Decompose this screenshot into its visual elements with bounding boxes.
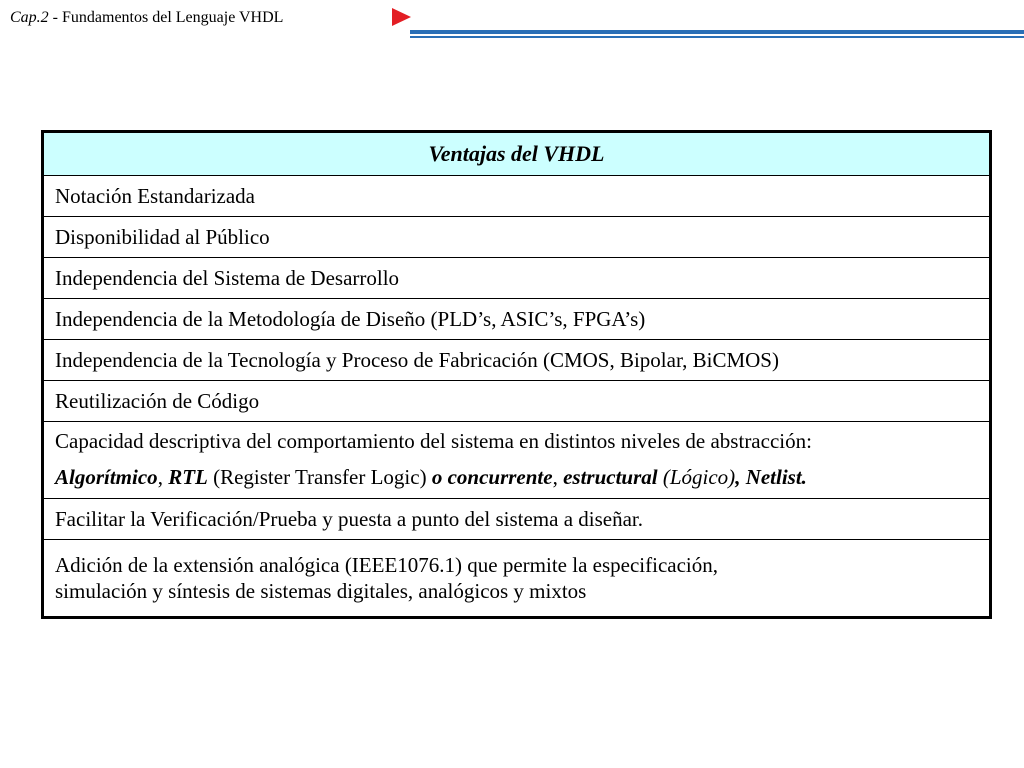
- abstraction-algoritmico: Algorítmico: [55, 465, 158, 489]
- slide-header: [10, 9, 283, 27]
- table-row: [43, 422, 991, 499]
- rtl-description: (Register Transfer Logic): [207, 465, 432, 489]
- chapter-label: Cap.2: [10, 9, 49, 26]
- separator-text: ,: [157, 465, 169, 489]
- header-rule-thin: [410, 36, 1024, 38]
- table-cell: Independencia del Sistema de Desarrollo: [43, 258, 991, 299]
- table-cell-capacity: [43, 422, 991, 499]
- capacity-line2: [55, 464, 978, 490]
- table-cell: Reutilización de Código: [43, 381, 991, 422]
- abstraction-estructural: estructural: [563, 465, 658, 489]
- table-title: Ventajas del VHDL: [43, 132, 991, 176]
- table-cell: Independencia de la Metodología de Diseño (PLD’s, ASIC’s, FPGA’s): [43, 299, 991, 340]
- capacity-line1: Capacidad descriptiva del comportamiento del sistema en distintos niveles de abstracción:: [55, 428, 812, 453]
- abstraction-netlist: , Netlist.: [735, 465, 807, 489]
- table-cell-analogica: [43, 540, 991, 618]
- abstraction-rtl: RTL: [168, 465, 208, 489]
- abstraction-concurrente: o concurrente: [431, 465, 553, 489]
- table-cell: Notación Estandarizada: [43, 176, 991, 217]
- table-cell: Facilitar la Verificación/Prueba y puesta a punto del sistema a diseñar.: [43, 499, 991, 540]
- analogica-line2: simulación y síntesis de sistemas digitales, analógicos y mixtos: [55, 579, 587, 603]
- table-row: [43, 258, 991, 299]
- table-row: [43, 176, 991, 217]
- table-header-row: [43, 132, 991, 176]
- table-row: [43, 540, 991, 618]
- table-cell: Disponibilidad al Público: [43, 217, 991, 258]
- table-row: [43, 299, 991, 340]
- table-row: [43, 217, 991, 258]
- table-row: [43, 381, 991, 422]
- advantages-table: [41, 130, 992, 619]
- table-row: [43, 340, 991, 381]
- table-cell: Independencia de la Tecnología y Proceso de Fabricación (CMOS, Bipolar, BiCMOS): [43, 340, 991, 381]
- header-rule: [410, 30, 1024, 34]
- analogica-line1: Adición de la extensión analógica (IEEE1076.1) que permite la especificación,: [55, 552, 718, 577]
- play-arrow-icon[interactable]: [392, 8, 411, 26]
- table-row: [43, 499, 991, 540]
- separator-text: ,: [552, 465, 564, 489]
- chapter-title: - Fundamentos del Lenguaje VHDL: [48, 9, 284, 26]
- abstraction-logico: (Lógico): [657, 465, 736, 489]
